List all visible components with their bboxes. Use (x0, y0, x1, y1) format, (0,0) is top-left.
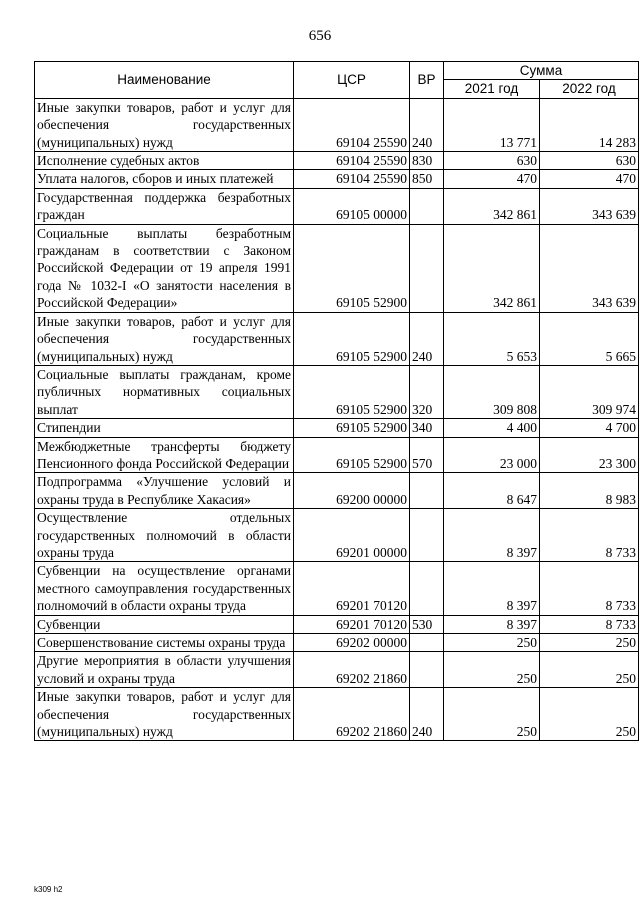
table-row (35, 419, 639, 437)
cell-2021: 8 647 (444, 473, 540, 509)
cell-csr: 69201 70120 (294, 562, 410, 615)
table-row (35, 224, 639, 312)
table-row (35, 188, 639, 224)
cell-2021: 342 861 (444, 224, 540, 312)
cell-vr: 320 (410, 365, 444, 418)
budget-table (34, 61, 639, 741)
cell-2021: 8 397 (444, 509, 540, 562)
cell-2021: 23 000 (444, 437, 540, 473)
cell-vr: 340 (410, 419, 444, 437)
cell-name: Межбюджетные трансферты бюджету Пенсионного фонда Российской Федерации (35, 437, 294, 473)
cell-2022: 250 (540, 634, 639, 652)
table-row (35, 312, 639, 365)
cell-name: Осуществление отдельных государственных полномочий в области охраны труда (35, 509, 294, 562)
cell-vr: 850 (410, 170, 444, 188)
table-body (35, 98, 639, 741)
table-row (35, 509, 639, 562)
cell-vr (410, 562, 444, 615)
cell-vr (410, 652, 444, 688)
page-number: 656 (308, 28, 332, 44)
cell-name: Субвенции на осуществление органами местного самоуправления государственных полномочий в области охраны труда (35, 562, 294, 615)
cell-vr (410, 224, 444, 312)
table-row (35, 98, 639, 151)
cell-name: Другие мероприятия в области улучшения условий и охраны труда (35, 652, 294, 688)
cell-csr: 69202 21860 (294, 652, 410, 688)
cell-2021: 4 400 (444, 419, 540, 437)
cell-csr: 69105 52900 (294, 419, 410, 437)
cell-2021: 250 (444, 652, 540, 688)
cell-csr: 69104 25590 (294, 170, 410, 188)
cell-2022: 23 300 (540, 437, 639, 473)
cell-csr: 69202 21860 (294, 688, 410, 741)
table-row (35, 365, 639, 418)
cell-csr: 69105 52900 (294, 365, 410, 418)
cell-csr: 69105 52900 (294, 312, 410, 365)
table-row (35, 152, 639, 170)
cell-2021: 8 397 (444, 615, 540, 633)
cell-vr (410, 473, 444, 509)
header-csr: ЦСР (294, 62, 410, 99)
footer-code: k309 h2 (34, 885, 63, 894)
cell-name: Исполнение судебных актов (35, 152, 294, 170)
cell-2021: 470 (444, 170, 540, 188)
cell-2022: 470 (540, 170, 639, 188)
cell-2022: 343 639 (540, 188, 639, 224)
cell-name: Уплата налогов, сборов и иных платежей (35, 170, 294, 188)
cell-name: Социальные выплаты гражданам, кроме публичных нормативных социальных выплат (35, 365, 294, 418)
cell-2022: 8 983 (540, 473, 639, 509)
cell-csr: 69200 00000 (294, 473, 410, 509)
cell-name: Совершенствование системы охраны труда (35, 634, 294, 652)
cell-2022: 250 (540, 688, 639, 741)
cell-vr: 240 (410, 98, 444, 151)
cell-2022: 8 733 (540, 562, 639, 615)
table-row (35, 634, 639, 652)
cell-vr: 830 (410, 152, 444, 170)
header-vr: ВР (410, 62, 444, 99)
cell-name: Стипендии (35, 419, 294, 437)
cell-2022: 5 665 (540, 312, 639, 365)
cell-name: Социальные выплаты безработным гражданам в соответствии с Законом Российской Федерации от 19 апреля 1991 года № 1032-I «О занятости населения в Российской Федерации» (35, 224, 294, 312)
cell-csr: 69105 00000 (294, 188, 410, 224)
cell-2022: 343 639 (540, 224, 639, 312)
cell-vr: 240 (410, 312, 444, 365)
cell-name: Субвенции (35, 615, 294, 633)
table-row (35, 688, 639, 741)
cell-2021: 250 (444, 634, 540, 652)
cell-csr: 69202 00000 (294, 634, 410, 652)
header-name: Наименование (35, 62, 294, 99)
header-year-2022: 2022 год (540, 80, 639, 98)
cell-name: Иные закупки товаров, работ и услуг для обеспечения государственных (муниципальных) нужд (35, 312, 294, 365)
cell-2021: 630 (444, 152, 540, 170)
table-row (35, 652, 639, 688)
table-row (35, 170, 639, 188)
table-row (35, 562, 639, 615)
cell-2022: 250 (540, 652, 639, 688)
cell-2021: 309 808 (444, 365, 540, 418)
cell-2022: 309 974 (540, 365, 639, 418)
table-row (35, 615, 639, 633)
cell-2022: 4 700 (540, 419, 639, 437)
cell-2021: 13 771 (444, 98, 540, 151)
cell-vr (410, 509, 444, 562)
cell-2022: 630 (540, 152, 639, 170)
cell-name: Государственная поддержка безработных граждан (35, 188, 294, 224)
cell-2022: 8 733 (540, 509, 639, 562)
table-row (35, 473, 639, 509)
cell-2021: 250 (444, 688, 540, 741)
cell-2021: 5 653 (444, 312, 540, 365)
cell-csr: 69105 52900 (294, 437, 410, 473)
cell-csr: 69201 70120 (294, 615, 410, 633)
cell-2021: 342 861 (444, 188, 540, 224)
cell-name: Иные закупки товаров, работ и услуг для обеспечения государственных (муниципальных) нужд (35, 688, 294, 741)
cell-vr (410, 188, 444, 224)
cell-csr: 69104 25590 (294, 152, 410, 170)
cell-2021: 8 397 (444, 562, 540, 615)
cell-vr: 240 (410, 688, 444, 741)
cell-vr: 530 (410, 615, 444, 633)
header-sum: Сумма (444, 62, 639, 80)
header-year-2021: 2021 год (444, 80, 540, 98)
cell-csr: 69201 00000 (294, 509, 410, 562)
cell-2022: 14 283 (540, 98, 639, 151)
cell-name: Иные закупки товаров, работ и услуг для обеспечения государственных (муниципальных) нужд (35, 98, 294, 151)
cell-csr: 69104 25590 (294, 98, 410, 151)
cell-csr: 69105 52900 (294, 224, 410, 312)
cell-2022: 8 733 (540, 615, 639, 633)
cell-name: Подпрограмма «Улучшение условий и охраны труда в Республике Хакасия» (35, 473, 294, 509)
cell-vr: 570 (410, 437, 444, 473)
cell-vr (410, 634, 444, 652)
table-row (35, 437, 639, 473)
